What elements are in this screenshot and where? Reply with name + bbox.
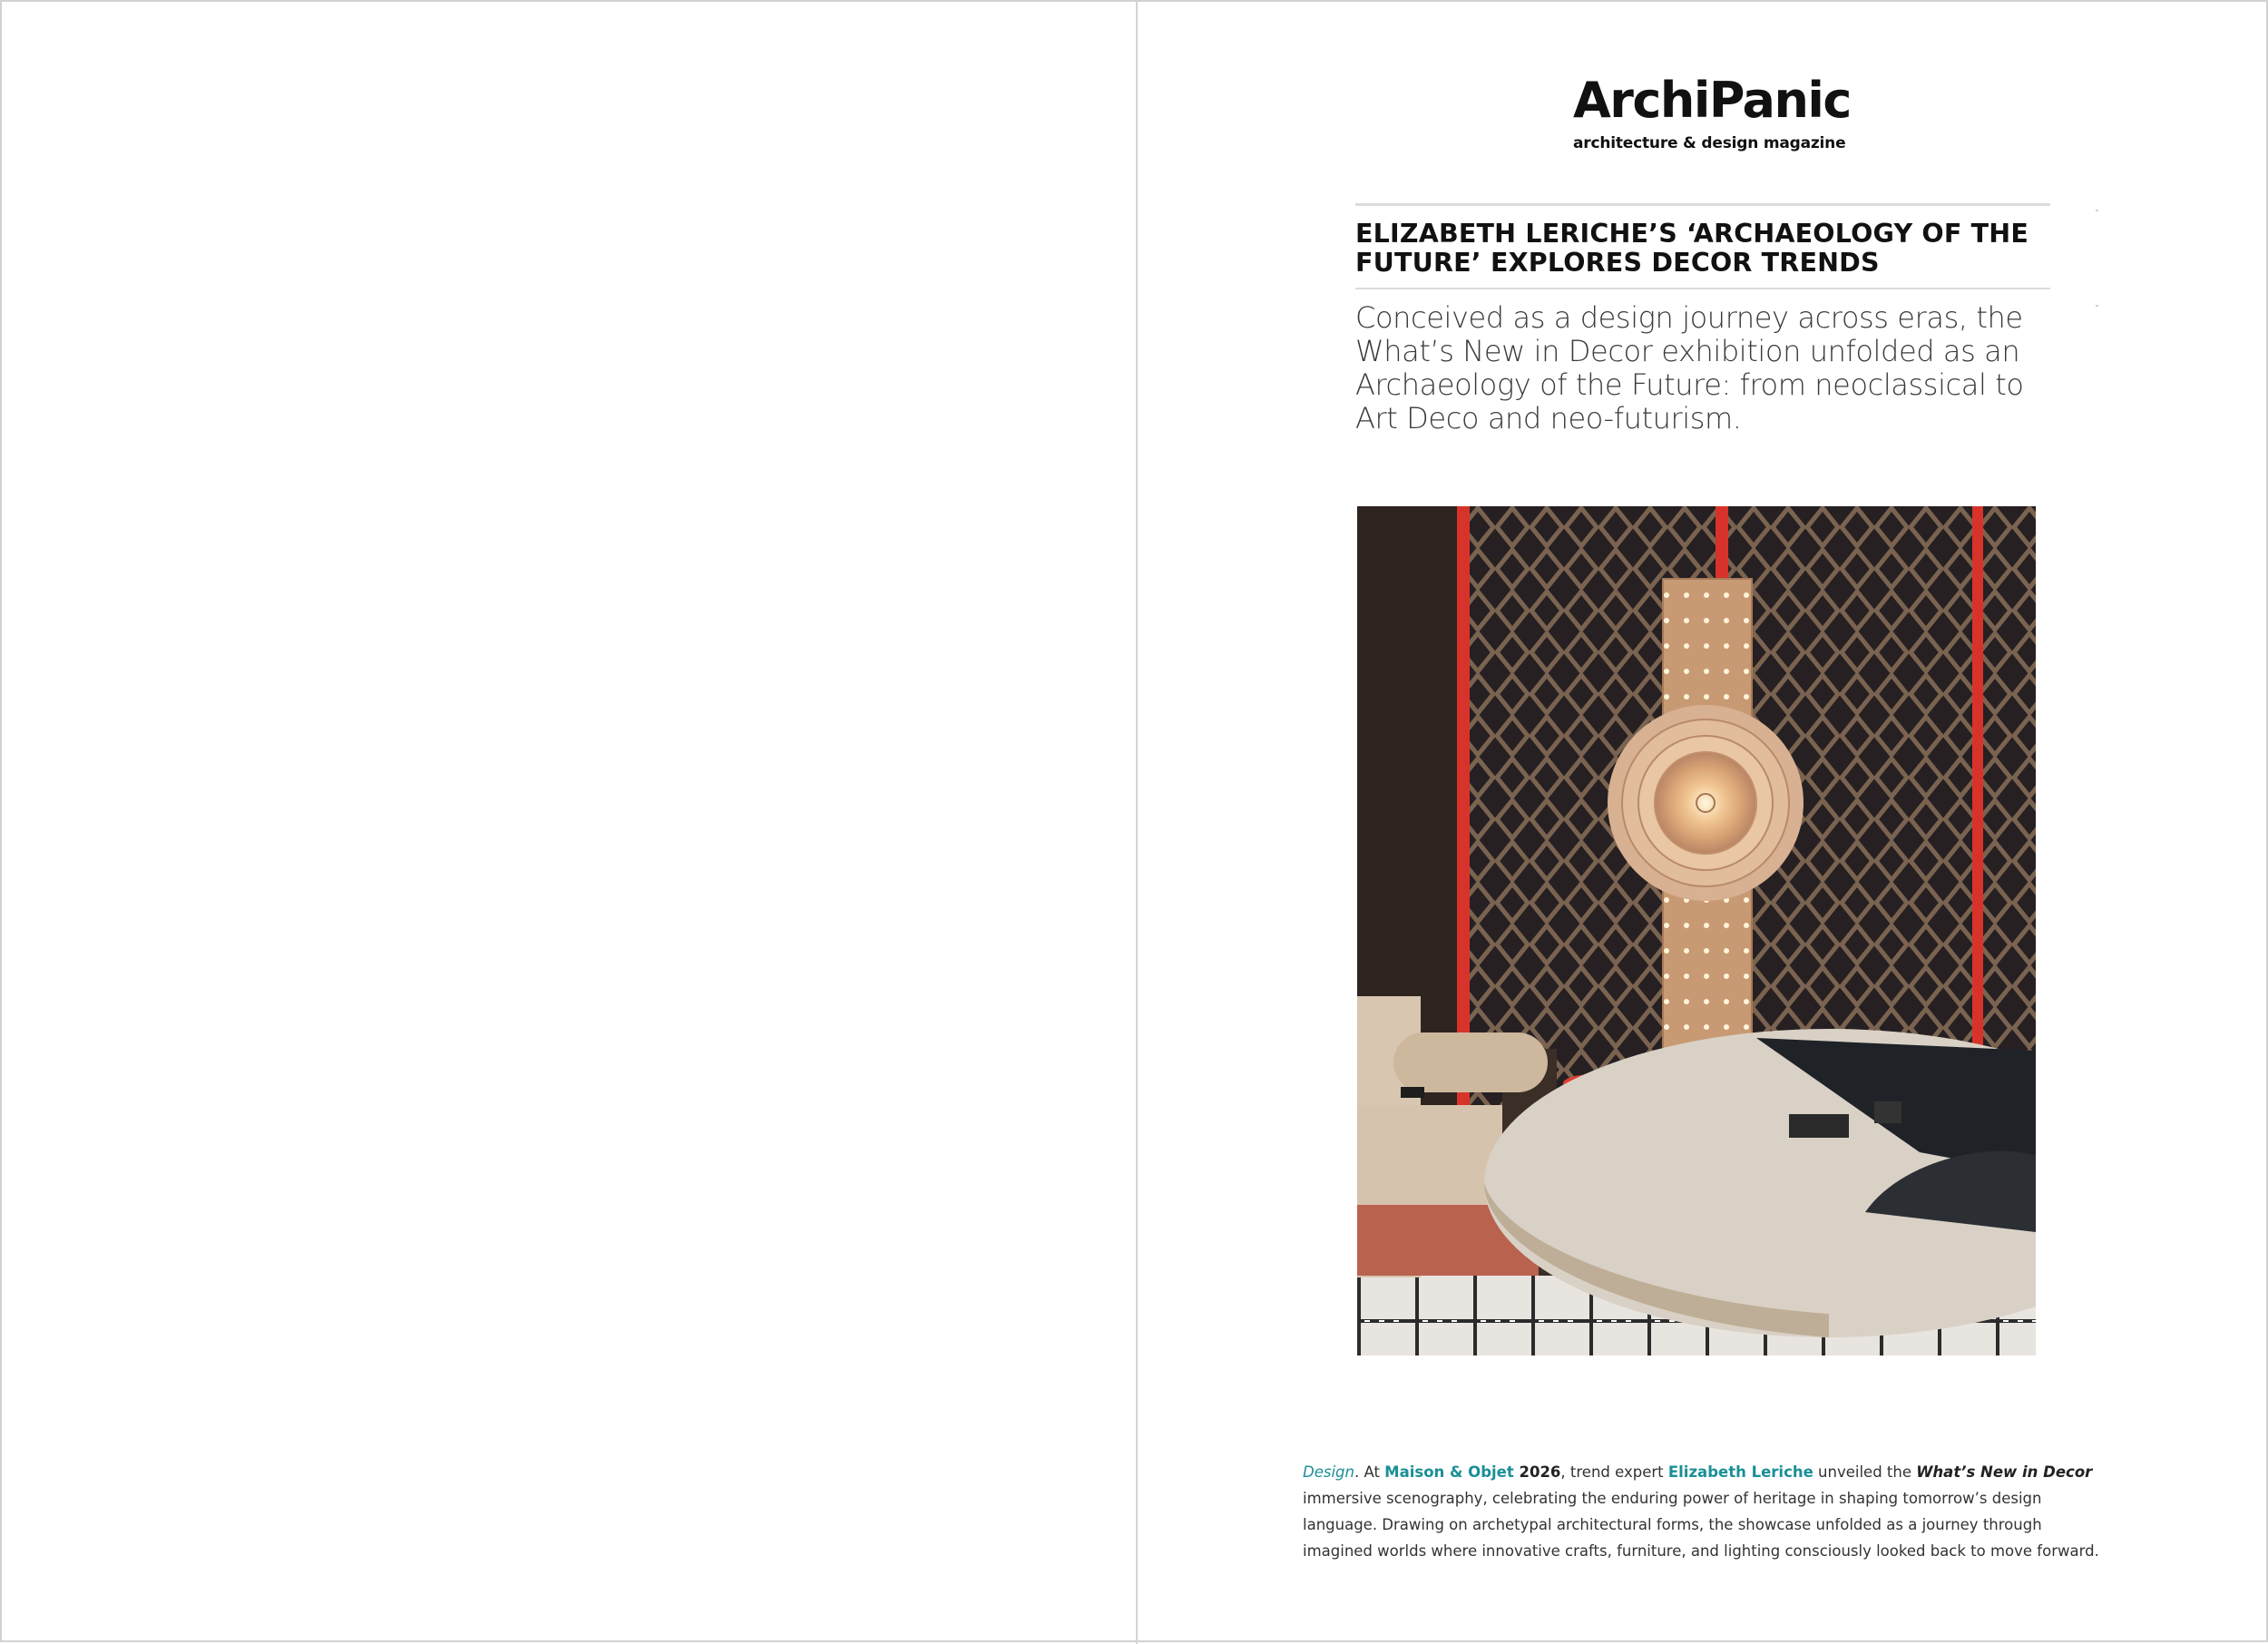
article-dek: Conceived as a design journey across eras, the What’s New in Decor exhibition unfolded as an Archaeology of the Future: from neoclassical to Art Deco and neo-futurism. — [1355, 300, 2024, 435]
exhibition-scene — [1357, 506, 2036, 1355]
person-link[interactable]: Elizabeth Leriche — [1667, 1463, 1813, 1481]
masthead[interactable] — [1573, 72, 1918, 152]
category-link[interactable]: Design — [1303, 1463, 1354, 1481]
event-link[interactable]: Maison & Objet — [1384, 1463, 1514, 1481]
body-text-segment: unveiled the — [1813, 1463, 1917, 1481]
body-text-segment: , trend expert — [1560, 1463, 1668, 1481]
hero-photo — [1357, 506, 2036, 1355]
margin-tick — [2096, 210, 2098, 211]
body-text-segment: immersive scenography, celebrating the enduring power of heritage in shaping tomorrow’s design language. Drawing on archetypal architectural forms, the showcase unfolded as a journey through imagined worlds where innovative crafts, furniture, and lighting consciously looked back to move forward. — [1303, 1490, 2099, 1560]
article-body — [1303, 1459, 2110, 1564]
right-page — [1138, 2, 2268, 1644]
left-page-blank — [2, 2, 1136, 1644]
event-year: 2026 — [1513, 1463, 1561, 1481]
body-text-segment: . At — [1354, 1463, 1385, 1481]
brand-logo[interactable]: ArchiPanic — [1573, 72, 1851, 129]
headline-rule-bottom — [1355, 288, 2050, 289]
headline-rule-top — [1355, 203, 2050, 206]
article-headline: ELIZABETH LERICHE’S ‘ARCHAEOLOGY OF THE FUTURE’ EXPLORES DECOR TRENDS — [1355, 219, 2029, 278]
margin-tick — [2096, 305, 2098, 307]
exhibition-title: What’s New in Decor — [1916, 1463, 2093, 1481]
brand-tagline: architecture & design magazine — [1573, 134, 1846, 152]
